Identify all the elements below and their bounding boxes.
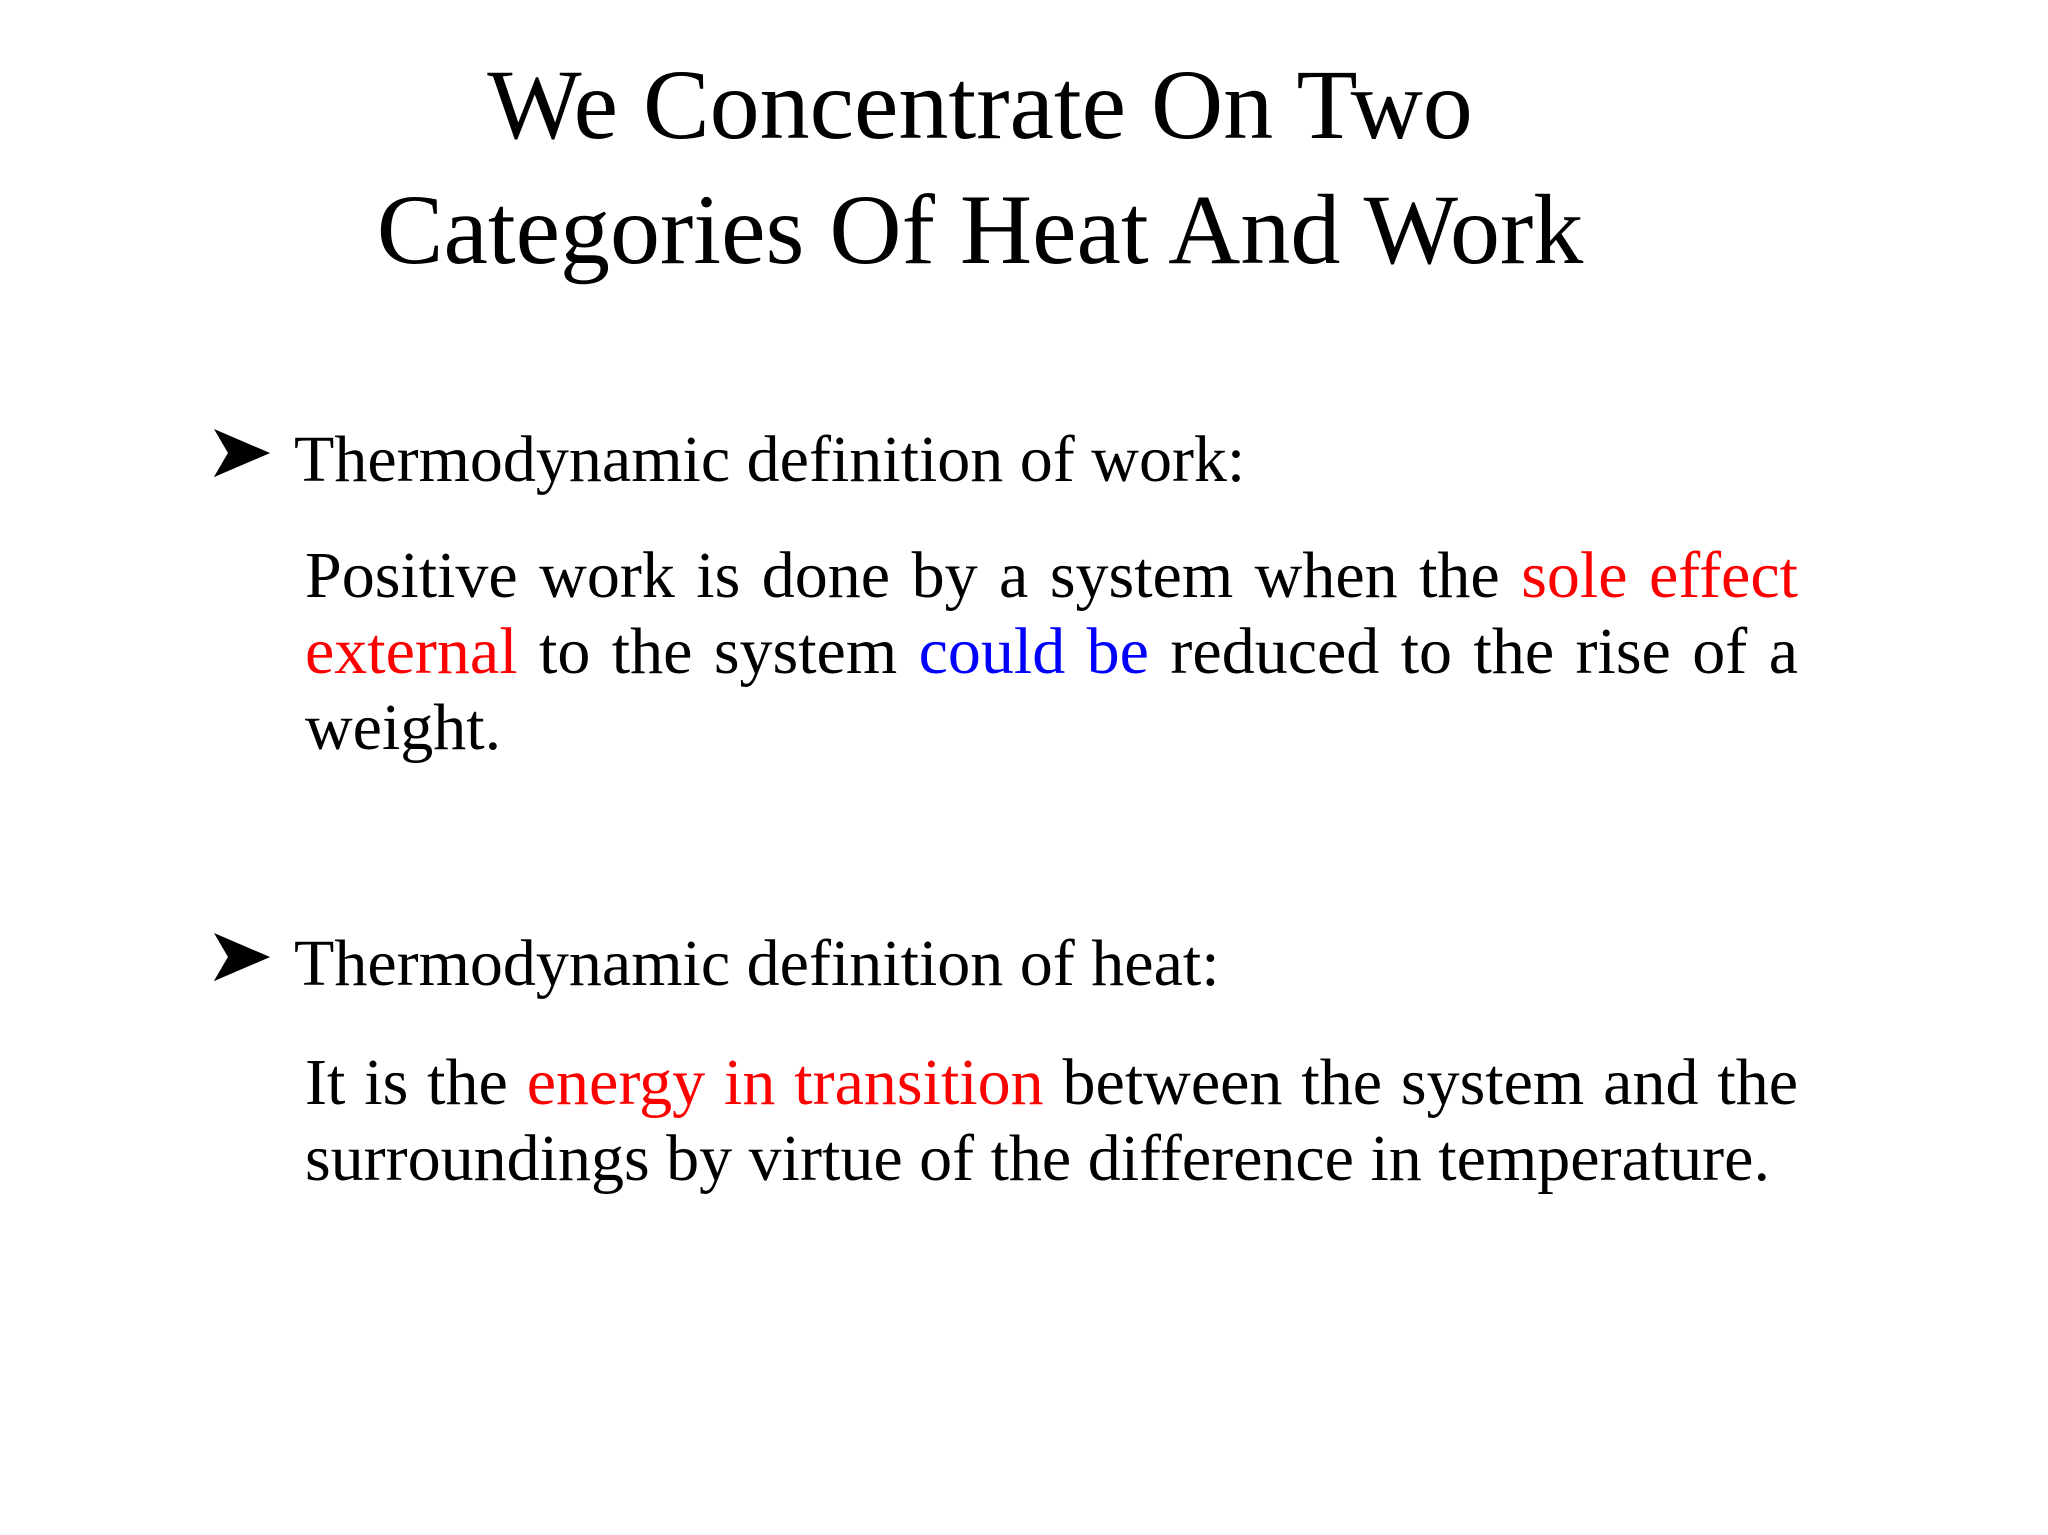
arrow-bullet-icon (214, 429, 270, 477)
heat-emphasis-red: energy in transition (526, 1046, 1044, 1119)
heat-definition (287, 1045, 1798, 1197)
work-bullet (214, 420, 1245, 500)
work-definition (287, 538, 1798, 766)
heat-bullet (214, 924, 1220, 1004)
work-text-part-1: Positive work is done by a system when the (305, 539, 1522, 612)
work-text-part-2: to the system (517, 615, 919, 688)
heat-text-part-1: It is the (305, 1046, 527, 1119)
work-emphasis-blue: could be (918, 615, 1149, 688)
slide-title (0, 42, 1960, 292)
heat-text-part-2: between the system and the surroundings by virtue of the difference in temperature. (305, 1046, 1799, 1195)
slide-title-line-2: Categories Of Heat And Work (376, 174, 1584, 285)
work-emphasis-red: sole effect external (305, 539, 1798, 688)
work-text-part-3: reduced to the rise of a weight. (305, 615, 1798, 764)
arrow-bullet-icon (214, 933, 270, 981)
work-heading: Thermodynamic definition of work: (294, 423, 1246, 496)
slide-title-line-1: We Concentrate On Two (487, 49, 1473, 160)
heat-heading: Thermodynamic definition of heat: (294, 927, 1220, 1000)
